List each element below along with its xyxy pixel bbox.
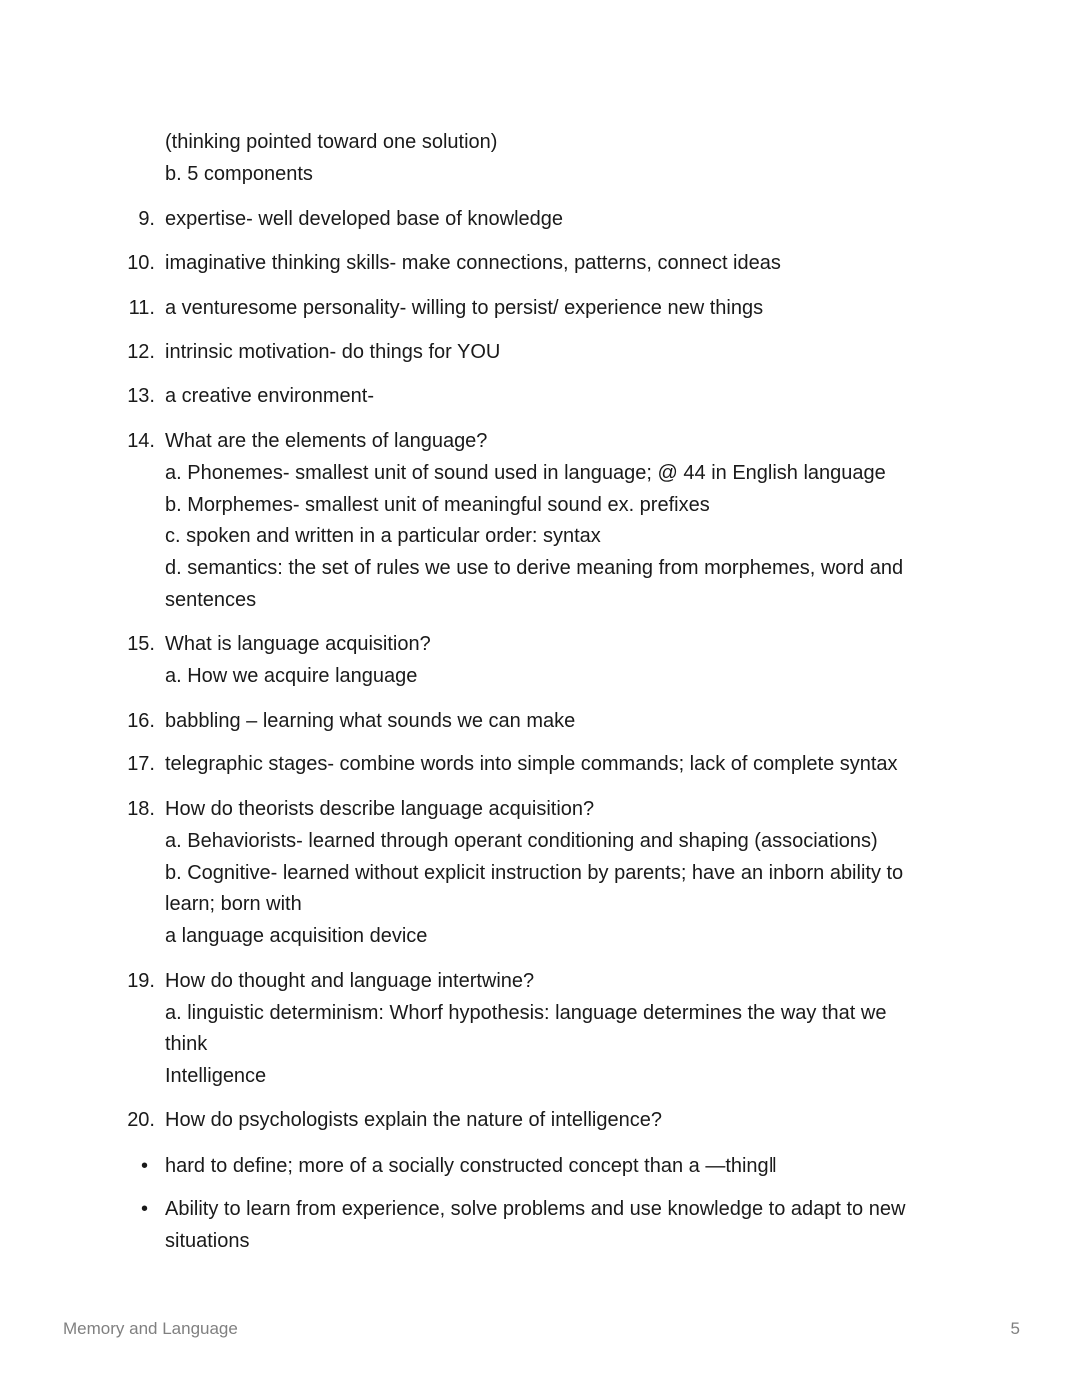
sub-item-continuation: think: [165, 1033, 208, 1055]
list-number: 13.: [127, 385, 155, 407]
list-item: How do theorists describe language acquisition?: [165, 798, 595, 820]
sub-item-continuation: a language acquisition device: [165, 925, 428, 947]
list-item: intrinsic motivation- do things for YOU: [165, 341, 501, 363]
list-item: a venturesome personality- willing to persist/ experience new things: [165, 297, 764, 319]
list-number: 9.: [138, 208, 155, 230]
list-item: How do thought and language intertwine?: [165, 970, 535, 992]
list-item: How do psychologists explain the nature of intelligence?: [165, 1109, 662, 1131]
sub-item: a. How we acquire language: [165, 665, 418, 687]
list-number: 11.: [128, 297, 155, 319]
footer-title: Memory and Language: [63, 1319, 238, 1338]
list-number: 19.: [127, 970, 155, 992]
bullet-icon: •: [141, 1155, 149, 1177]
list-number: 20.: [127, 1109, 155, 1131]
list-item: imaginative thinking skills- make connections, patterns, connect ideas: [165, 252, 781, 274]
list-number: 14.: [127, 430, 155, 452]
text-line: b. 5 components: [165, 163, 313, 185]
list-item: a creative environment-: [165, 385, 374, 407]
list-item: What is language acquisition?: [165, 633, 431, 655]
bullet-item-continuation: situations: [165, 1230, 250, 1252]
list-item: What are the elements of language?: [165, 430, 488, 452]
sub-item-continuation: learn; born with: [165, 893, 302, 915]
list-number: 12.: [127, 341, 155, 363]
bullet-item: hard to define; more of a socially constructed concept than a ―thing‖: [165, 1155, 777, 1177]
sub-item: b. Cognitive- learned without explicit instruction by parents; have an inborn ability to: [165, 862, 904, 884]
list-item: babbling – learning what sounds we can make: [165, 710, 576, 732]
sub-item: a. Phonemes- smallest unit of sound used in language; @ 44 in English language: [165, 462, 886, 484]
list-number: 10.: [127, 252, 155, 274]
list-number: 18.: [127, 798, 155, 820]
sub-item: c. spoken and written in a particular order: syntax: [165, 525, 601, 547]
sub-item: a. linguistic determinism: Whorf hypothesis: language determines the way that we: [165, 1002, 887, 1024]
text-line: (thinking pointed toward one solution): [165, 131, 498, 153]
page-number: 5: [1010, 1319, 1020, 1338]
list-item: expertise- well developed base of knowledge: [165, 208, 564, 230]
sub-item: b. Morphemes- smallest unit of meaningful sound ex. prefixes: [165, 494, 710, 516]
bullet-item: Ability to learn from experience, solve problems and use knowledge to adapt to new: [165, 1198, 906, 1220]
bullet-icon: •: [141, 1198, 149, 1220]
list-number: 17.: [127, 753, 155, 775]
sub-item: a. Behaviorists- learned through operant conditioning and shaping (associations): [165, 830, 878, 852]
list-number: 16.: [127, 710, 155, 732]
sub-item-continuation: sentences: [165, 589, 257, 611]
list-item: telegraphic stages- combine words into simple commands; lack of complete syntax: [165, 753, 898, 775]
sub-item: d. semantics: the set of rules we use to derive meaning from morphemes, word and: [165, 557, 904, 579]
list-number: 15.: [127, 633, 155, 655]
section-heading: Intelligence: [165, 1065, 267, 1087]
